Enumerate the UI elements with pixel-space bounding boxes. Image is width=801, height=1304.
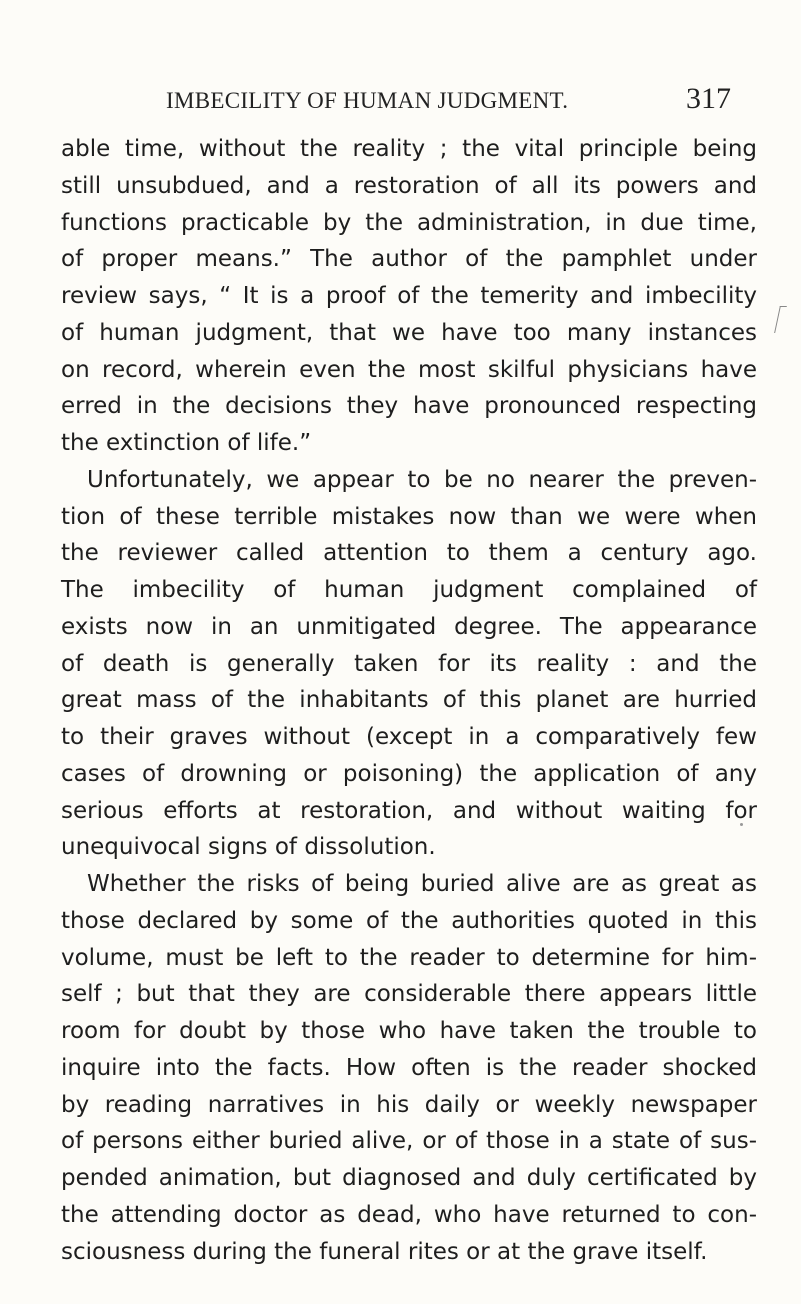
paragraph-end-line: sciousness during the funeral rites or at the grave itself. [61,1238,708,1265]
text-line: able time, without the reality ; the vital principle being [61,136,757,162]
text-line: erred in the decisions they have pronounced respecting [61,393,757,420]
text-line: still unsubdued, and a restoration of all its powers and [61,172,757,199]
text-line: cases of drowning or poisoning) the application of any [61,760,757,787]
text-line: great mass of the inhabitants of this planet are hurried [61,687,757,714]
text-line: review says, “ It is a proof of the temerity and imbecility [61,283,757,309]
text-line: of death is generally taken for its reality : and the [61,650,757,677]
text-line: by reading narratives in his daily or weekly newspaper [61,1091,757,1118]
text-line: the reviewer called attention to them a century ago. [61,540,757,567]
text-line: to their graves without (except in a comparatively few [61,724,757,750]
text-line: The imbecility of human judgment complained of [61,577,757,603]
margin-pencil-mark [774,306,787,333]
text-line: self ; but that they are considerable there appears little [61,981,757,1008]
text-line: serious efforts at restoration, and without waiting for [61,797,757,824]
paragraph-start-line: Whether the risks of being buried alive are as great as [87,871,757,897]
running-head-title: IMBECILITY OF HUMAN JUDGMENT. [166,88,569,113]
text-line: volume, must be left to the reader to determine for him- [61,944,757,971]
text-line: those declared by some of the authorities quoted in this [61,907,757,934]
text-line: tion of these terrible mistakes now than we were when [61,503,757,530]
text-line: on record, wherein even the most skilful physicians have [61,356,757,383]
page-number: 317 [686,82,731,115]
text-line: of human judgment, that we have too many instances [61,319,757,346]
text-line: of proper means.” The author of the pamphlet under [61,246,757,273]
text-line: the attending doctor as dead, who have returned to con- [61,1201,757,1228]
body-text [61,131,757,1270]
text-line: exists now in an unmitigated degree. The appearance [61,613,757,640]
paragraph-end-line: the extinction of life.” [61,430,312,456]
paragraph-start-line: Unfortunately, we appear to be no nearer the preven- [87,466,757,493]
paper-speck [740,823,743,826]
paragraph-end-line: unequivocal signs of dissolution. [61,834,436,861]
text-line: inquire into the facts. How often is the reader shocked [61,1054,757,1081]
text-line: functions practicable by the administration, in due time, [61,209,757,236]
text-line: room for doubt by those who have taken the trouble to [61,1018,757,1044]
text-line: of persons either buried alive, or of those in a state of sus- [61,1128,757,1155]
text-line: pended animation, but diagnosed and duly certificated by [61,1165,757,1191]
